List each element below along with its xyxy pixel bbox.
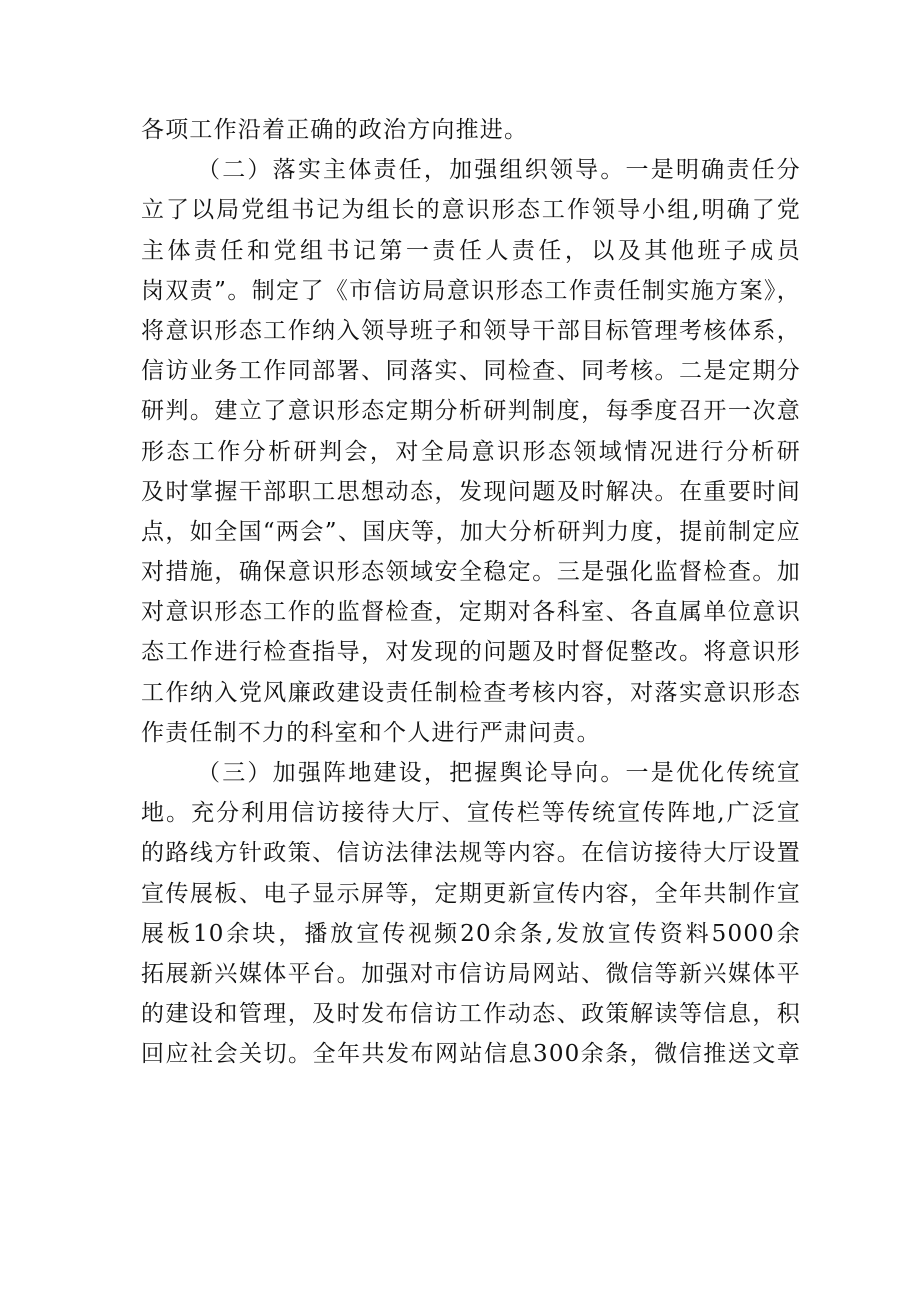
text-line: 信访业务工作同部署、同落实、同检查、同考核。二是定期分 (141, 358, 801, 385)
text-line: 展板10余块，播放宣传视频20余条,发放宣传资料5000余 (141, 920, 801, 947)
text-line: 地。充分利用信访接待大厅、宣传栏等传统宣传阵地,广泛宣 (141, 800, 801, 827)
text-line: 立了以局党组书记为组长的意识形态工作领导小组,明确了党 (141, 197, 801, 224)
text-line: 回应社会关切。全年共发布网站信息300余条，微信推送文章 (141, 1041, 801, 1068)
text-line: 的路线方针政策、信访法律法规等内容。在信访接待大厅设置 (141, 840, 801, 867)
text-line: 宣传展板、电子显示屏等，定期更新宣传内容，全年共制作宣 (141, 880, 801, 907)
text-line: 研判。建立了意识形态定期分析研判制度，每季度召开一次意 (141, 398, 801, 425)
text-line: 拓展新兴媒体平台。加强对市信访局网站、微信等新兴媒体平 (141, 960, 801, 987)
text-line: 点，如全国“两会”、国庆等，加大分析研判力度，提前制定应 (141, 518, 801, 545)
text-line: （二）落实主体责任，加强组织领导。一是明确责任分 (197, 157, 801, 184)
text-line: 对措施，确保意识形态领域安全稳定。三是强化监督检查。加 (141, 559, 801, 586)
text-line: 及时掌握干部职工思想动态，发现问题及时解决。在重要时间 (141, 478, 801, 505)
body-text (141, 110, 801, 1075)
text-line: （三）加强阵地建设，把握舆论导向。一是优化传统宣 (197, 760, 801, 786)
text-line: 形态工作分析研判会，对全局意识形态领域情况进行分析研 (141, 438, 801, 465)
text-line: 各项工作沿着正确的政治方向推进。 (141, 117, 529, 143)
text-line: 岗双责”。制定了《市信访局意识形态工作责任制实施方案》， (141, 277, 801, 304)
text-line: 作责任制不力的科室和个人进行严肃问责。 (141, 719, 601, 746)
text-line: 将意识形态工作纳入领导班子和领导干部目标管理考核体系， (141, 317, 801, 344)
text-line: 主体责任和党组书记第一责任人责任，以及其他班子成员 (141, 237, 801, 264)
text-line: 对意识形态工作的监督检查，定期对各科室、各直属单位意识 (141, 599, 801, 626)
text-line: 工作纳入党风廉政建设责任制检查考核内容，对落实意识形态 (141, 679, 801, 706)
text-line: 的建设和管理，及时发布信访工作动态、政策解读等信息，积 (141, 1001, 801, 1028)
text-line: 态工作进行检查指导，对发现的问题及时督促整改。将意识形 (141, 639, 801, 666)
